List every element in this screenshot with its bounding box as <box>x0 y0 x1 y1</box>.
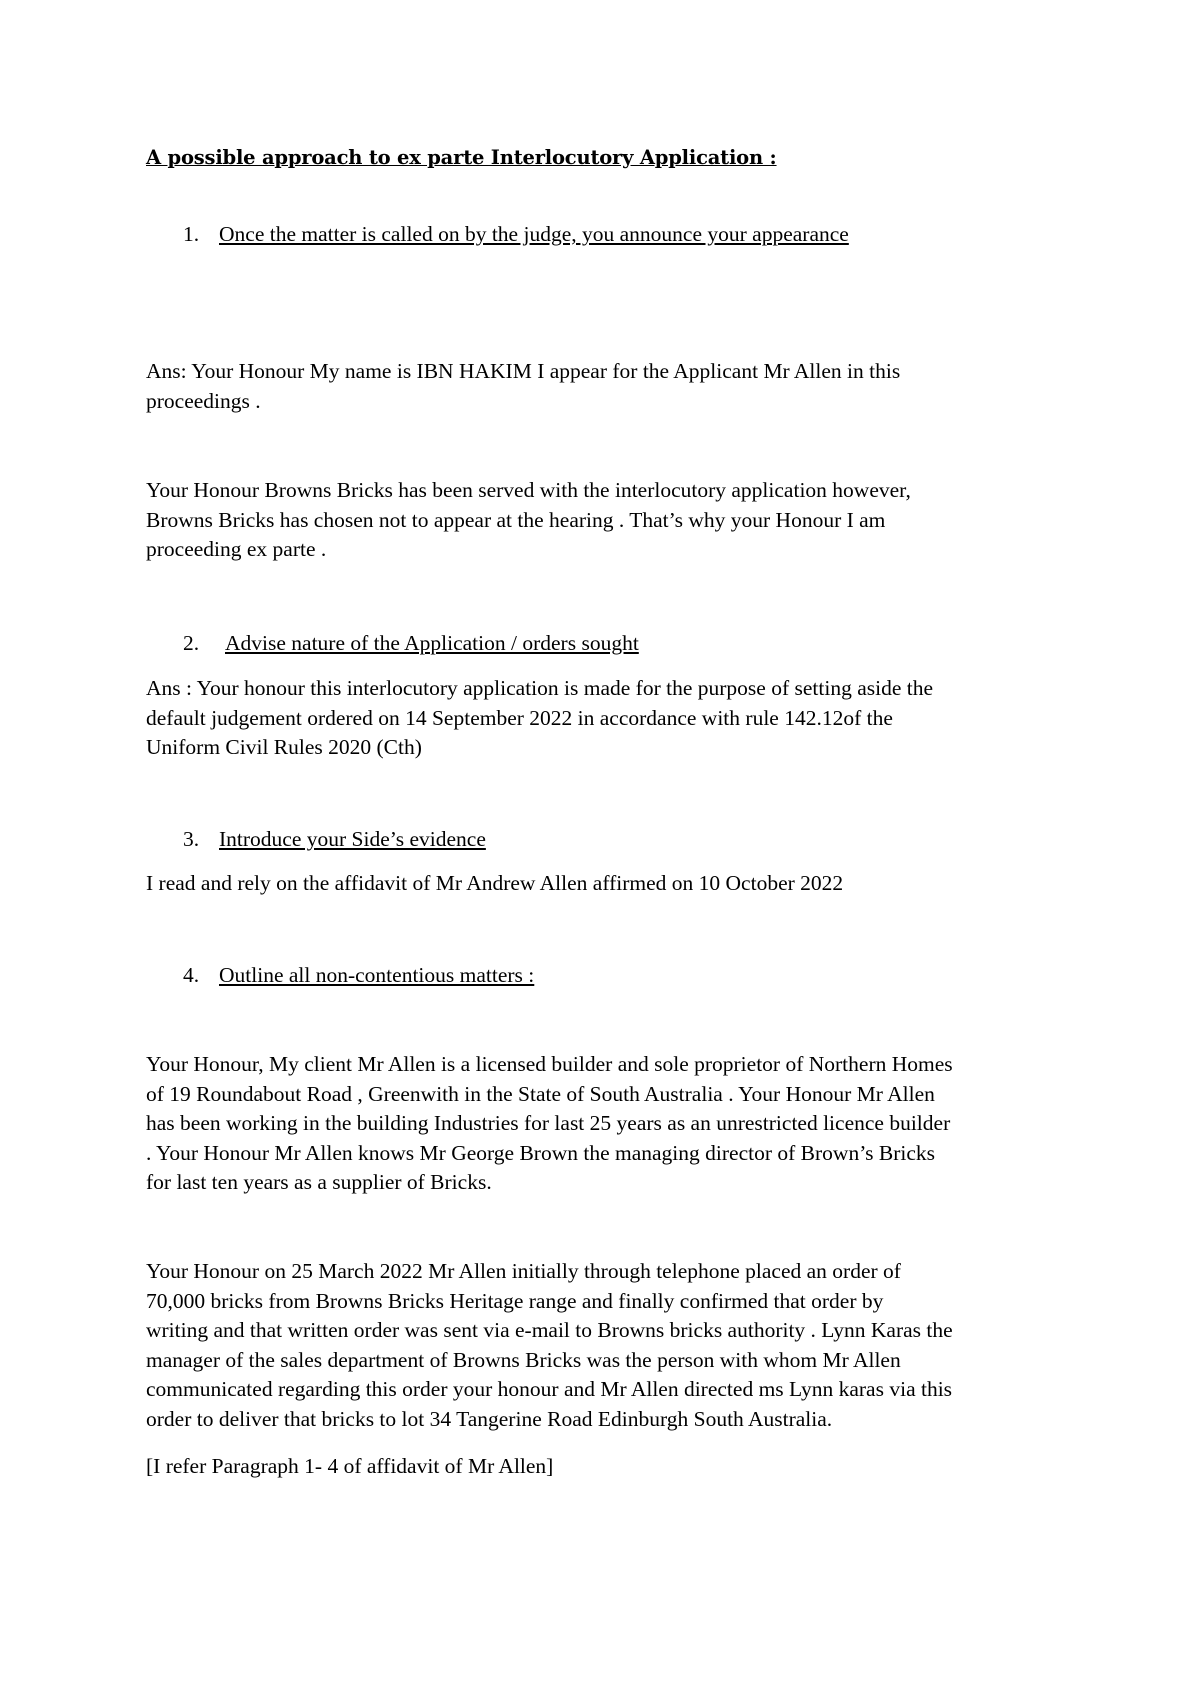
step-4-number: 4. <box>183 963 200 987</box>
step-3-number: 3. <box>183 827 200 851</box>
answer-2-paragraph <box>146 674 1076 763</box>
paragraph-line: of 19 Roundabout Road , Greenwith in the State of South Australia . Your Honour Mr Allen <box>146 1081 935 1106</box>
paragraph-line: proceedings . <box>146 388 261 413</box>
paragraph-line: I read and rely on the affidavit of Mr Andrew Allen affirmed on 10 October 2022 <box>146 871 844 895</box>
affidavit-paragraph <box>146 869 1076 899</box>
answer-1-paragraph <box>146 357 1076 416</box>
refer-paragraph <box>146 1452 1076 1482</box>
paragraph-line: communicated regarding this order your honour and Mr Allen directed ms Lynn karas via this <box>146 1377 953 1401</box>
paragraph-line: Uniform Civil Rules 2020 (Cth) <box>146 735 422 759</box>
step-1-number: 1. <box>183 222 200 246</box>
document-title: A possible approach to ex parte Interlocutory Application : <box>146 146 777 169</box>
paragraph-line: has been working in the building Industries for last 25 years as an unrestricted licence builder <box>146 1111 951 1135</box>
paragraph-line: Ans: Your Honour My name is IBN HAKIM I appear for the Applicant Mr Allen in this <box>146 359 901 383</box>
step-4-heading: Outline all non-contentious matters : <box>219 963 535 987</box>
paragraph-line: order to deliver that bricks to lot 34 Tangerine Road Edinburgh South Australia. <box>146 1406 833 1431</box>
served-paragraph <box>146 476 1076 565</box>
paragraph-line: Ans : Your honour this interlocutory application is made for the purpose of setting aside the <box>146 676 934 700</box>
paragraph-line: Your Honour, My client Mr Allen is a licensed builder and sole proprietor of Northern Homes <box>146 1052 953 1076</box>
paragraph-line: 70,000 bricks from Browns Bricks Heritage range and finally confirmed that order by <box>146 1288 884 1313</box>
paragraph-line: manager of the sales department of Browns Bricks was the person with whom Mr Allen <box>146 1347 901 1372</box>
paragraph-line: . Your Honour Mr Allen knows Mr George Brown the managing director of Brown’s Bricks <box>146 1140 936 1165</box>
order-paragraph <box>146 1257 1076 1434</box>
step-3-heading: Introduce your Side’s evidence <box>219 827 486 851</box>
step-2-number: 2. <box>183 631 200 655</box>
paragraph-line: Browns Bricks has chosen not to appear at the hearing . That’s why your Honour I am <box>146 507 886 532</box>
paragraph-line: Your Honour Browns Bricks has been served with the interlocutory application however, <box>146 478 911 502</box>
client-paragraph <box>146 1050 1076 1198</box>
paragraph-line: [I refer Paragraph 1- 4 of affidavit of Mr Allen] <box>146 1454 554 1478</box>
paragraph-line: writing and that written order was sent via e-mail to Browns bricks authority . Lynn Karas the <box>146 1318 953 1342</box>
step-1-heading: Once the matter is called on by the judge, you announce your appearance <box>219 222 849 246</box>
paragraph-line: default judgement ordered on 14 September 2022 in accordance with rule 142.12of the <box>146 705 893 730</box>
paragraph-line: for last ten years as a supplier of Bricks. <box>146 1170 492 1194</box>
step-2-heading: Advise nature of the Application / orders sought <box>225 631 639 655</box>
paragraph-line: Your Honour on 25 March 2022 Mr Allen initially through telephone placed an order of <box>146 1259 901 1283</box>
paragraph-line: proceeding ex parte . <box>146 537 327 561</box>
